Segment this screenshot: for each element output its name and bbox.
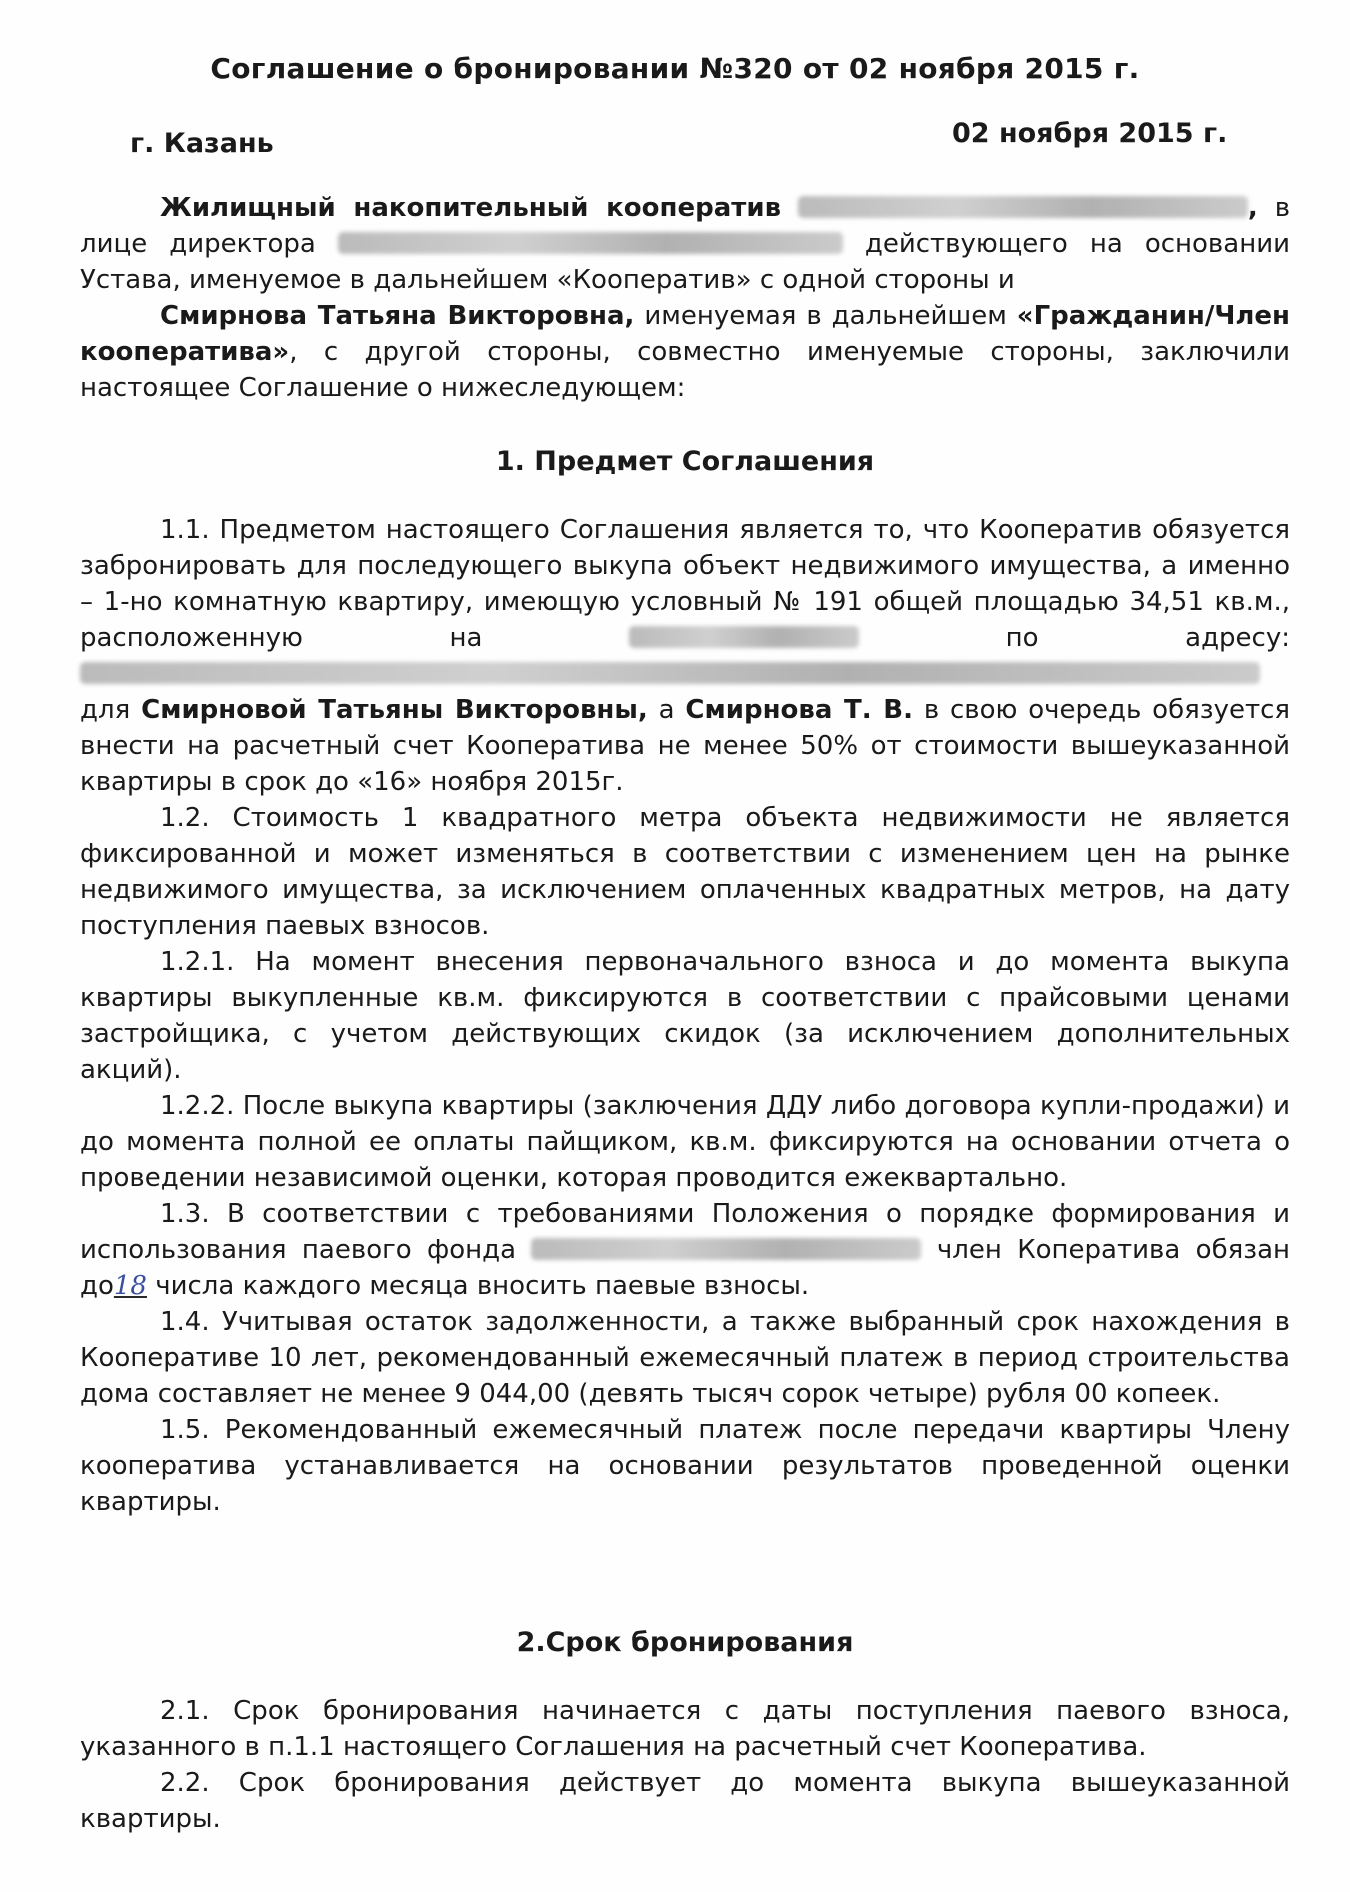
paragraph-2-2: 2.2. Срок бронирования действует до момента выкупа вышеуказанной квартиры. — [80, 1768, 1290, 1834]
paragraph-1-2: 1.2. Стоимость 1 квадратного метра объекта недвижимости не является фиксированной и может изменяться в соответствии с изменением цен на рынке недвижимого имущества, за исключением оплаченных квадратных метров, на дату поступления паевых взносов. — [80, 803, 1290, 941]
section1-heading: 1. Предмет Соглашения — [495, 446, 875, 477]
p1-1-and: а — [658, 695, 675, 725]
paragraph-1-4: 1.4. Учитывая остаток задолженности, а также выбранный срок нахождения в Кооперативе 10 лет, рекомендованный ежемесячный платеж в период строительства дома составляет не менее 9 044,00 (девять тысяч сорок четыре) рубля 00 копеек. — [80, 1307, 1290, 1409]
intro-rest: , с другой стороны, совместно именуемые стороны, заключили настоящее Соглашение о нижеследующем: — [80, 337, 1290, 403]
redacted-address — [80, 662, 1260, 684]
section2-body — [80, 1693, 1290, 1837]
coop-label: Жилищный накопительный кооператив — [160, 193, 782, 223]
section1-body — [80, 512, 1290, 1520]
p1-3-text-a: 1.3. В соответствии с требованиями Положения о порядке формирования и использования паевого фонда — [80, 1199, 1290, 1265]
paragraph-1-5: 1.5. Рекомендованный ежемесячный платеж после передачи квартиры Члену кооператива устанавливается на основании результатов проведенной оценки квартиры. — [80, 1415, 1290, 1517]
redacted-floor — [629, 626, 859, 648]
p1-3-text-c: числа каждого месяца вносить паевые взносы. — [155, 1271, 810, 1301]
p1-3-until: до — [80, 1271, 114, 1301]
paragraph-1-1 — [80, 512, 1290, 800]
p1-1-text-b: по адресу: — [1005, 623, 1290, 653]
p1-1-for: для — [80, 695, 131, 725]
p1-1-text-a: 1.1. Предметом настоящего Соглашения является то, что Кооператив обязуется забронировать для последующего выкупа объект недвижимого имущества, а именно – 1-но комнатную квартиру, имеющую условный № 191 общей площадью 34,51 кв.м., расположенную на — [80, 515, 1290, 653]
paragraph-2-1: 2.1. Срок бронирования начинается с даты поступления паевого взноса, указанного в п.1.1 настоящего Соглашения на расчетный счет Кооператива. — [80, 1696, 1290, 1762]
member-name: Смирнова Татьяна Викторовна, — [160, 301, 635, 331]
p1-1-text-c: в свою очередь обязуется внести на расчетный счет Кооператива не менее 50% от стоимости вышеуказанной квартиры в срок до «16» ноября 2015г. — [80, 695, 1291, 797]
p1-1-member-short: Смирнова Т. В. — [685, 695, 913, 725]
redacted-fund-name — [531, 1238, 921, 1260]
intro-block — [80, 190, 1290, 406]
director-prefix: в лице директора — [80, 193, 1291, 259]
paragraph-1-2-2: 1.2.2. После выкупа квартиры (заключения ДДУ либо договора купли-продажи) и до момента полной ее оплаты пайщиком, кв.м. фиксируются на основании отчета о проведении независимой оценки, которая проводится ежеквартально. — [80, 1091, 1290, 1193]
paragraph-1-2-1: 1.2.1. На момент внесения первоначального взноса и до момента выкупа квартиры выкупленные кв.м. фиксируются в соответствии с прайсовыми ценами застройщика, с учетом действующих скидок (за исключением дополнительных акций). — [80, 947, 1290, 1085]
handwritten-day: 18 — [113, 1271, 147, 1301]
redacted-coop-name — [798, 196, 1248, 218]
p1-3-text-b: член Копeратива обязан — [936, 1235, 1290, 1265]
member-role: «Гражданин/Член кооператива» — [80, 301, 1291, 367]
p1-1-member-name: Смирновой Татьяны Викторовны, — [141, 695, 648, 725]
comma: , — [1247, 193, 1258, 223]
acting-text: действующего на основании — [864, 229, 1290, 259]
redacted-director-name — [338, 232, 843, 254]
named-text: именуемая в дальнейшем — [644, 301, 1007, 331]
charter-text: Устава, именуемое в дальнейшем «Кооператив» с одной стороны и — [80, 265, 1015, 295]
paragraph-1-3 — [80, 1196, 1290, 1304]
document-date: 02 ноября 2015 г. — [952, 118, 1228, 149]
document-title: Соглашение о бронировании №320 от 02 ноября 2015 г. — [210, 52, 1140, 85]
document-city: г. Казань — [130, 128, 274, 159]
section2-heading: 2.Срок бронирования — [516, 1627, 854, 1658]
